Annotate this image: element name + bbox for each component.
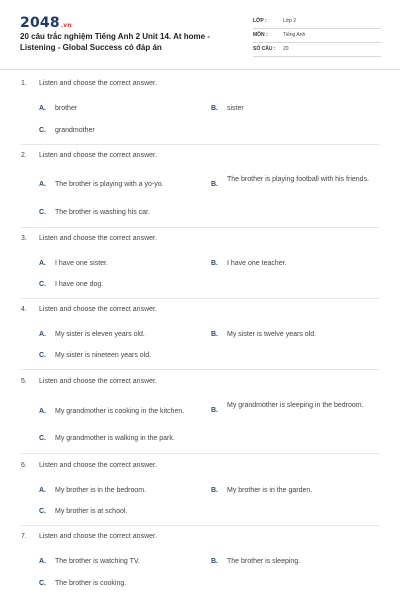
- option-text: The brother is playing football with his friends.: [227, 176, 370, 183]
- question-number: 7.: [21, 533, 27, 540]
- option-letter: B.: [211, 260, 218, 267]
- option-letter: C.: [39, 508, 46, 515]
- option-letter: A.: [39, 181, 46, 188]
- option-text: sister: [227, 105, 244, 112]
- option-text: grandmother: [55, 127, 95, 134]
- meta-row-subject: [253, 29, 381, 43]
- option-letter: B.: [211, 105, 218, 112]
- question-prompt: Listen and choose the correct answer.: [39, 533, 157, 540]
- question-number: 3.: [21, 235, 27, 242]
- question-divider: [21, 227, 380, 228]
- question-divider: [21, 525, 380, 526]
- option-letter: A.: [39, 260, 46, 267]
- meta-row-count: [253, 43, 381, 57]
- logo-suffix: .vn: [60, 22, 72, 29]
- option-text: My brother is at school.: [55, 508, 128, 515]
- question-divider: [21, 144, 380, 145]
- question-prompt: Listen and choose the correct answer.: [39, 152, 157, 159]
- option-text: The brother is sleeping.: [227, 558, 301, 565]
- option-text: The brother is cooking.: [55, 580, 127, 587]
- question-prompt: Listen and choose the correct answer.: [39, 378, 157, 385]
- option-text: My brother is in the bedroom.: [55, 487, 147, 494]
- meta-value: Lớp 2: [283, 18, 297, 24]
- question-number: 1.: [21, 80, 27, 87]
- option-text: My grandmother is cooking in the kitchen.: [55, 408, 185, 415]
- option-letter: C.: [39, 435, 46, 442]
- question-divider: [21, 369, 380, 370]
- document-meta: [253, 15, 381, 57]
- option-text: My sister is twelve years old.: [227, 331, 317, 338]
- question-number: 6.: [21, 462, 27, 469]
- option-letter: C.: [39, 281, 46, 288]
- option-letter: A.: [39, 558, 46, 565]
- site-logo[interactable]: [20, 15, 72, 31]
- option-text: I have one sister.: [55, 260, 108, 267]
- option-text: I have one teacher.: [227, 260, 287, 267]
- option-letter: A.: [39, 105, 46, 112]
- option-letter: A.: [39, 487, 46, 494]
- option-letter: B.: [211, 181, 218, 188]
- option-letter: C.: [39, 580, 46, 587]
- option-letter: C.: [39, 127, 46, 134]
- option-text: My sister is nineteen years old.: [55, 352, 152, 359]
- meta-label: SỐ CÂU :: [253, 46, 276, 52]
- logo-text: 2048: [20, 15, 60, 31]
- document-title: 20 câu trắc nghiệm Tiếng Anh 2 Unit 14. At home - Listening - Global Success có đáp án: [20, 32, 210, 52]
- question-divider: [21, 453, 380, 454]
- meta-label: MÔN :: [253, 32, 268, 38]
- option-text: My brother is in the garden.: [227, 487, 313, 494]
- page-header: [0, 0, 400, 68]
- question-prompt: Listen and choose the correct answer.: [39, 462, 157, 469]
- question-number: 4.: [21, 306, 27, 313]
- question-number: 2.: [21, 152, 27, 159]
- option-text: The brother is watching TV.: [55, 558, 140, 565]
- option-letter: B.: [211, 558, 218, 565]
- question-prompt: Listen and choose the correct answer.: [39, 235, 157, 242]
- option-text: My sister is eleven years old.: [55, 331, 145, 338]
- option-text: brother: [55, 105, 78, 112]
- question-prompt: Listen and choose the correct answer.: [39, 306, 157, 313]
- option-letter: C.: [39, 209, 46, 216]
- option-text: The brother is playing with a yo-yo.: [55, 181, 164, 188]
- meta-label: LỚP :: [253, 18, 267, 24]
- option-letter: B.: [211, 331, 218, 338]
- option-letter: B.: [211, 407, 218, 414]
- meta-value: 20: [283, 46, 289, 52]
- option-text: I have one dog.: [55, 281, 104, 288]
- option-letter: B.: [211, 487, 218, 494]
- option-text: My grandmother is sleeping in the bedroom.: [227, 402, 364, 409]
- option-text: My grandmother is walking in the park.: [55, 435, 175, 442]
- option-letter: C.: [39, 352, 46, 359]
- question-prompt: Listen and choose the correct answer.: [39, 80, 157, 87]
- question-number: 5.: [21, 378, 27, 385]
- header-divider: [0, 69, 400, 70]
- option-text: The brother is washing his car.: [55, 209, 150, 216]
- meta-row-grade: [253, 15, 381, 29]
- question-divider: [21, 298, 380, 299]
- meta-value: Tiếng Anh: [283, 32, 306, 38]
- option-letter: A.: [39, 331, 46, 338]
- option-letter: A.: [39, 408, 46, 415]
